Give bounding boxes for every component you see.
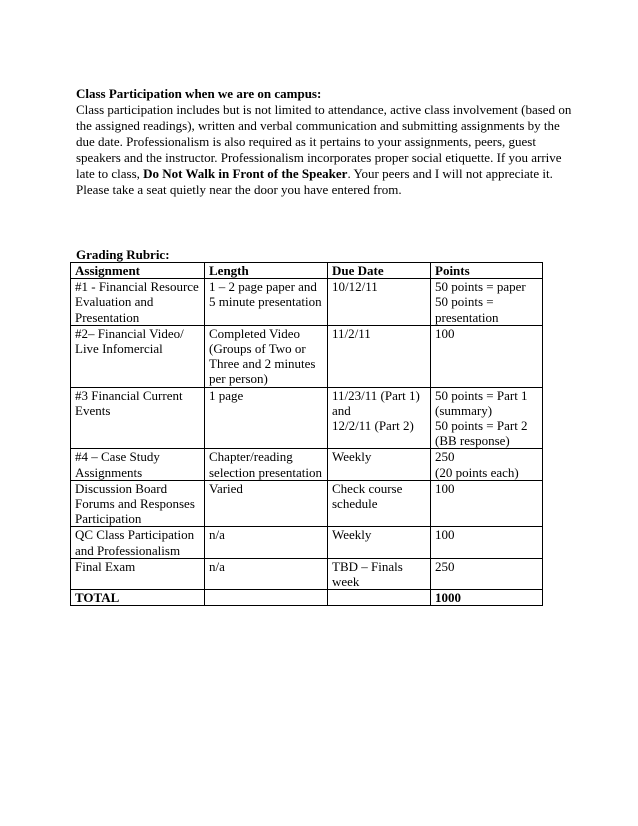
cell-line: Forums and Responses xyxy=(75,496,195,512)
cell-line: n/a xyxy=(209,527,225,543)
cell-line: schedule xyxy=(332,496,378,512)
cell-due-date xyxy=(328,387,431,449)
cell-line: Completed Video xyxy=(209,325,301,341)
cell-line: n/a xyxy=(209,558,225,574)
cell-due-date xyxy=(328,558,431,589)
cell-line: #4 – Case Study xyxy=(75,449,160,465)
cell-length xyxy=(205,325,328,387)
total-due-empty xyxy=(328,590,431,606)
participation-emphasis: Do Not Walk in Front of the Speaker xyxy=(143,166,348,182)
table-row xyxy=(71,279,543,326)
cell-line: 50 points = xyxy=(435,294,494,310)
cell-assignment xyxy=(71,558,205,589)
cell-line: Assignments xyxy=(75,464,143,480)
cell-line: (summary) xyxy=(435,402,493,418)
rubric-body xyxy=(71,279,543,590)
header-assignment: Assignment xyxy=(71,263,205,279)
cell-line: Presentation xyxy=(75,309,140,325)
header-points: Points xyxy=(431,263,543,279)
table-row xyxy=(71,387,543,449)
cell-line: Varied xyxy=(209,480,243,496)
cell-points xyxy=(431,279,543,326)
cell-line: Weekly xyxy=(332,449,372,465)
cell-line: selection presentation xyxy=(209,464,322,480)
participation-text-1: Class participation includes but is not limited to attendance, active class involvement (based on the assigned readings), written and verbal communication and submitting assignments by the due date. Professionalism is also required as it pertains to your assignments, peers, guest speakers and the instructor. Professionalism incorporates proper social etiquette. If you arrive late to class, xyxy=(76,102,572,182)
cell-line: (Groups of Two or xyxy=(209,341,306,357)
cell-line: presentation xyxy=(435,309,499,325)
cell-line: 5 minute presentation xyxy=(209,294,322,310)
cell-line: Weekly xyxy=(332,527,372,543)
cell-length xyxy=(205,558,328,589)
total-label: TOTAL xyxy=(71,590,205,606)
cell-assignment xyxy=(71,387,205,449)
cell-assignment xyxy=(71,325,205,387)
cell-length xyxy=(205,279,328,326)
cell-line: #1 - Financial Resource xyxy=(75,279,199,295)
cell-line: 250 xyxy=(435,558,455,574)
cell-line: 100 xyxy=(435,527,455,543)
cell-line: Three and 2 minutes xyxy=(209,356,316,372)
cell-length xyxy=(205,387,328,449)
cell-line: 1 page xyxy=(209,387,244,403)
cell-assignment xyxy=(71,480,205,527)
cell-line: 50 points = Part 2 xyxy=(435,418,528,434)
participation-paragraph xyxy=(76,102,576,199)
total-points: 1000 xyxy=(431,590,543,606)
cell-line: per person) xyxy=(209,371,268,387)
cell-line: 50 points = Part 1 xyxy=(435,387,528,403)
participation-heading: Class Participation when we are on campus: xyxy=(76,86,322,101)
cell-points xyxy=(431,558,543,589)
cell-line: (BB response) xyxy=(435,433,510,449)
table-row xyxy=(71,325,543,387)
cell-points xyxy=(431,325,543,387)
total-length-empty xyxy=(205,590,328,606)
cell-line: Evaluation and xyxy=(75,294,154,310)
cell-line: 11/2/11 xyxy=(332,325,371,341)
total-row xyxy=(71,590,543,606)
cell-due-date xyxy=(328,325,431,387)
cell-due-date xyxy=(328,527,431,558)
cell-line: #3 Financial Current xyxy=(75,387,183,403)
header-length: Length xyxy=(205,263,328,279)
cell-points xyxy=(431,480,543,527)
table-row xyxy=(71,527,543,558)
cell-line: week xyxy=(332,574,360,590)
cell-line: 11/23/11 (Part 1) xyxy=(332,387,420,403)
cell-assignment xyxy=(71,527,205,558)
table-row xyxy=(71,558,543,589)
cell-line: Final Exam xyxy=(75,558,136,574)
cell-due-date xyxy=(328,279,431,326)
cell-due-date xyxy=(328,480,431,527)
cell-line: and xyxy=(332,402,351,418)
cell-line: and Professionalism xyxy=(75,542,181,558)
cell-line: TBD – Finals xyxy=(332,558,403,574)
rubric-heading: Grading Rubric: xyxy=(76,247,170,262)
table-row xyxy=(71,449,543,480)
grading-rubric-table xyxy=(70,262,543,606)
cell-line: Live Infomercial xyxy=(75,341,163,357)
table-header-row xyxy=(71,263,543,279)
participation-text-2: . Your peers and I will not appreciate it. Please take a seat quietly near the door you have entered from. xyxy=(76,166,553,198)
cell-line: Chapter/reading xyxy=(209,449,293,465)
cell-line: Participation xyxy=(75,511,142,527)
cell-assignment xyxy=(71,449,205,480)
cell-due-date xyxy=(328,449,431,480)
cell-line: 50 points = paper xyxy=(435,279,526,295)
cell-line: 1 – 2 page paper and xyxy=(209,279,317,295)
cell-assignment xyxy=(71,279,205,326)
cell-line: Check course xyxy=(332,480,403,496)
cell-line: #2– Financial Video/ xyxy=(75,325,184,341)
cell-length xyxy=(205,527,328,558)
cell-line: Discussion Board xyxy=(75,480,168,496)
cell-line: QC Class Participation xyxy=(75,527,195,543)
header-due-date: Due Date xyxy=(328,263,431,279)
cell-points xyxy=(431,387,543,449)
cell-line: Events xyxy=(75,402,111,418)
cell-points xyxy=(431,527,543,558)
cell-line: 12/2/11 (Part 2) xyxy=(332,418,414,434)
cell-line: 100 xyxy=(435,480,455,496)
cell-line: 250 xyxy=(435,449,455,465)
cell-line: 100 xyxy=(435,325,455,341)
table-row xyxy=(71,480,543,527)
cell-length xyxy=(205,449,328,480)
cell-length xyxy=(205,480,328,527)
cell-line: (20 points each) xyxy=(435,464,519,480)
cell-points xyxy=(431,449,543,480)
cell-line: 10/12/11 xyxy=(332,279,378,295)
